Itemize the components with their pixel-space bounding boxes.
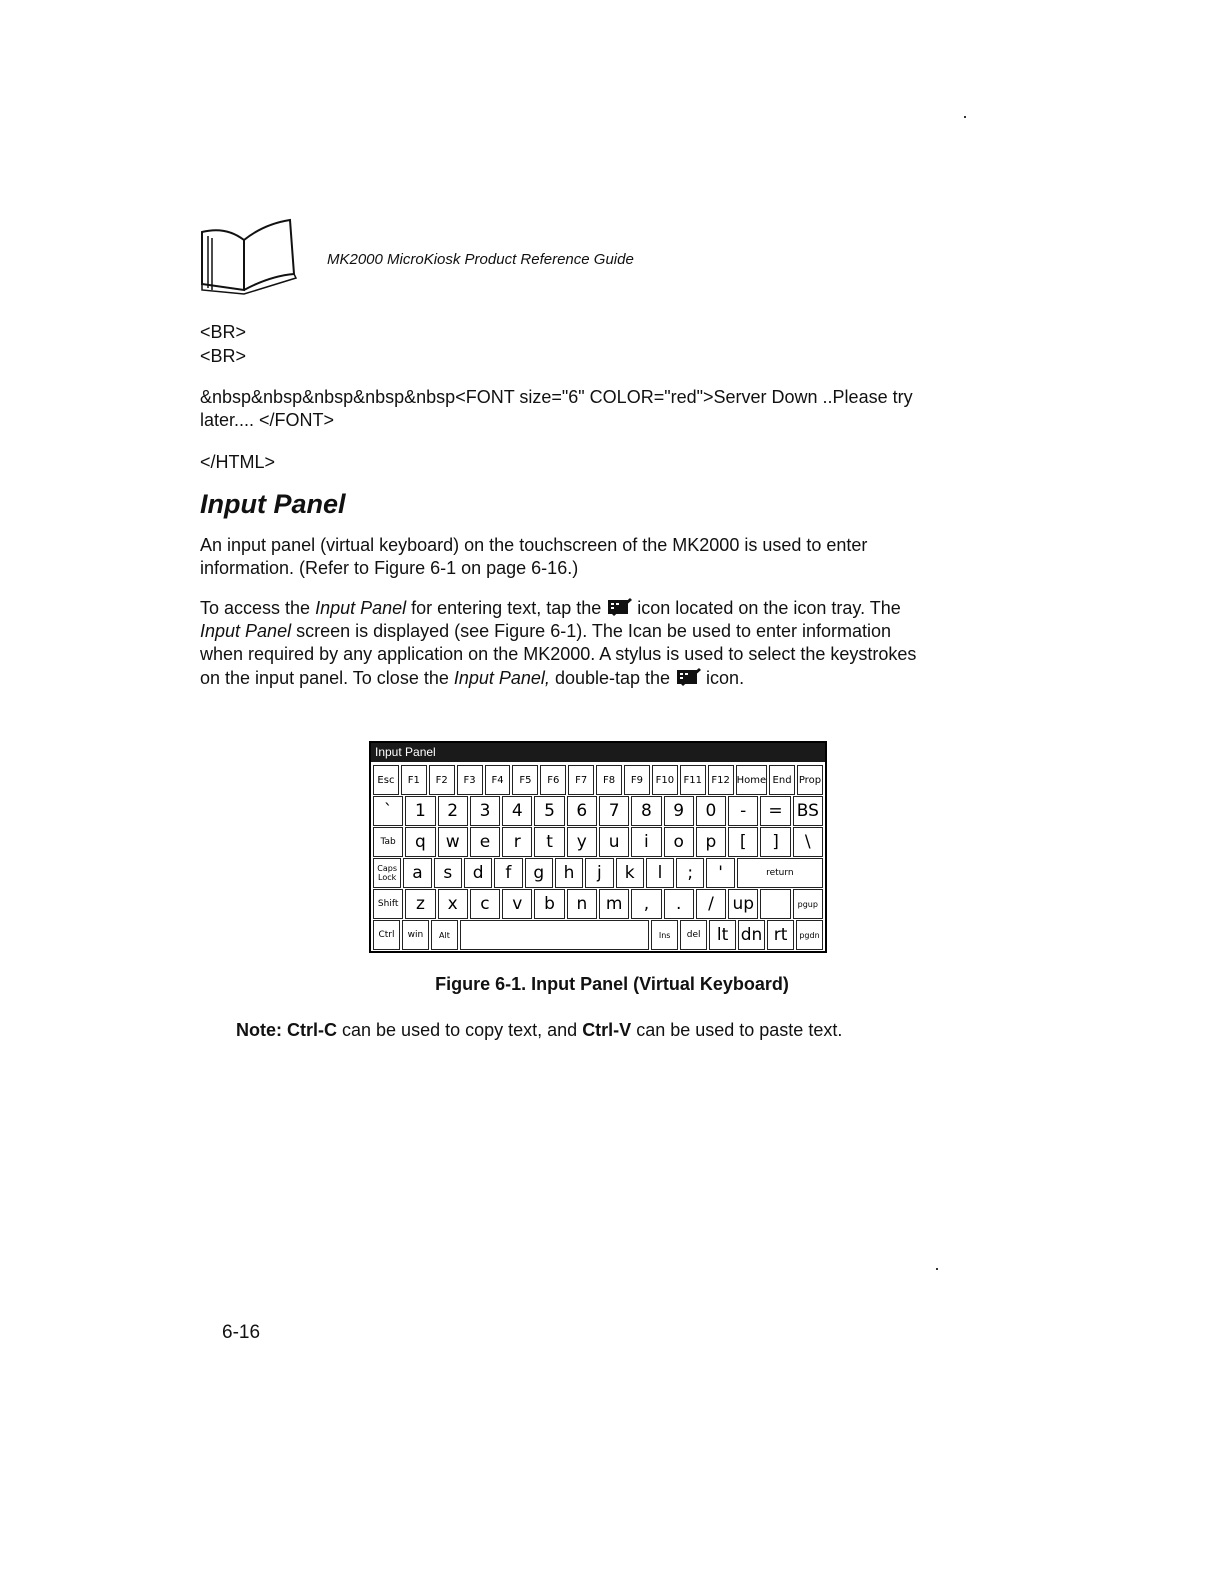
key-quote[interactable]: ' <box>706 858 734 888</box>
key-semicolon[interactable]: ; <box>676 858 704 888</box>
key-f[interactable]: f <box>494 858 522 888</box>
paragraph-line: when required by any application on the MK2000. A stylus is used to select the keystrokes <box>200 644 917 664</box>
key-f8[interactable]: F8 <box>596 765 622 795</box>
page-number: 6-16 <box>222 1322 261 1343</box>
key-end[interactable]: End <box>769 765 795 795</box>
key-alt[interactable]: Alt <box>431 920 458 950</box>
input-panel-icon <box>606 596 632 618</box>
key-b[interactable]: b <box>534 889 564 919</box>
key-t[interactable]: t <box>534 827 564 857</box>
key-p[interactable]: p <box>696 827 726 857</box>
key-backslash[interactable]: \ <box>793 827 823 857</box>
code-line: <BR> <box>200 346 247 366</box>
key-l[interactable]: l <box>646 858 674 888</box>
keyboard-row-bottom <box>373 889 823 919</box>
keyboard-row-top <box>373 827 823 857</box>
book-icon <box>198 218 302 299</box>
paragraph-line: An input panel (virtual keyboard) on the touchscreen of the MK2000 is used to enter <box>200 535 868 555</box>
key-backtick[interactable]: ` <box>373 796 403 826</box>
key-f2[interactable]: F2 <box>429 765 455 795</box>
key-y[interactable]: y <box>567 827 597 857</box>
keyboard-titlebar: Input Panel <box>371 743 825 762</box>
key-f1[interactable]: F1 <box>401 765 427 795</box>
key-space[interactable] <box>460 920 649 950</box>
key-pgdn[interactable]: pgdn <box>796 920 823 950</box>
paragraph-line: Input Panel screen is displayed (see Figure 6-1). The Ican be used to enter information <box>200 621 892 641</box>
note: Note: Ctrl-C can be used to copy text, and Ctrl-V can be used to paste text. <box>236 1020 843 1040</box>
key-f3[interactable]: F3 <box>457 765 483 795</box>
virtual-keyboard <box>369 741 827 953</box>
key-7[interactable]: 7 <box>599 796 629 826</box>
key-period[interactable]: . <box>664 889 694 919</box>
key-left-bracket[interactable]: [ <box>728 827 758 857</box>
key-1[interactable]: 1 <box>405 796 435 826</box>
key-ins[interactable]: Ins <box>651 920 678 950</box>
paragraph-line: To access the Input Panel for entering text, tap the icon located on the icon tray. The <box>200 598 901 618</box>
keyboard-keys <box>373 765 823 949</box>
key-v[interactable]: v <box>502 889 532 919</box>
header-title: MK2000 MicroKiosk Product Reference Guide <box>327 251 634 268</box>
key-o[interactable]: o <box>664 827 694 857</box>
keyboard-row-home <box>373 858 823 888</box>
speck <box>964 116 966 118</box>
key-9[interactable]: 9 <box>664 796 694 826</box>
key-blank[interactable] <box>760 889 790 919</box>
key-shift[interactable]: Shift <box>373 889 403 919</box>
key-equals[interactable]: = <box>760 796 790 826</box>
keyboard-row-modifiers <box>373 920 823 950</box>
section-heading: Input Panel <box>200 489 346 519</box>
key-k[interactable]: k <box>616 858 644 888</box>
key-e[interactable]: e <box>470 827 500 857</box>
keyboard-row-function <box>373 765 823 795</box>
figure-caption: Figure 6-1. Input Panel (Virtual Keyboard) <box>435 974 789 994</box>
key-4[interactable]: 4 <box>502 796 532 826</box>
key-esc[interactable]: Esc <box>373 765 399 795</box>
key-left[interactable]: lt <box>709 920 736 950</box>
key-j[interactable]: j <box>585 858 613 888</box>
key-del[interactable]: del <box>680 920 707 950</box>
key-h[interactable]: h <box>555 858 583 888</box>
paragraph-line: information. (Refer to Figure 6-1 on page 6-16.) <box>200 558 579 578</box>
key-pgup[interactable]: pgup <box>793 889 823 919</box>
key-g[interactable]: g <box>525 858 553 888</box>
keyboard-row-number <box>373 796 823 826</box>
key-ctrl[interactable]: Ctrl <box>373 920 400 950</box>
key-f6[interactable]: F6 <box>540 765 566 795</box>
key-n[interactable]: n <box>567 889 597 919</box>
key-return[interactable]: return <box>737 858 823 888</box>
key-f4[interactable]: F4 <box>485 765 511 795</box>
key-minus[interactable]: - <box>728 796 758 826</box>
key-6[interactable]: 6 <box>567 796 597 826</box>
key-right-bracket[interactable]: ] <box>760 827 790 857</box>
paragraph <box>200 596 1010 690</box>
key-prop[interactable]: Prop <box>797 765 823 795</box>
speck <box>936 1268 938 1270</box>
key-a[interactable]: a <box>403 858 431 888</box>
key-q[interactable]: q <box>405 827 435 857</box>
key-5[interactable]: 5 <box>534 796 564 826</box>
key-s[interactable]: s <box>434 858 462 888</box>
paragraph-line: on the input panel. To close the Input Panel, double-tap the icon. <box>200 668 745 688</box>
key-win[interactable]: win <box>402 920 429 950</box>
key-r[interactable]: r <box>502 827 532 857</box>
key-tab[interactable]: Tab <box>373 827 403 857</box>
key-backspace[interactable]: BS <box>793 796 823 826</box>
key-d[interactable]: d <box>464 858 492 888</box>
code-line: </HTML> <box>200 452 276 472</box>
key-3[interactable]: 3 <box>470 796 500 826</box>
key-f11[interactable]: F11 <box>680 765 706 795</box>
key-slash[interactable]: / <box>696 889 726 919</box>
key-i[interactable]: i <box>631 827 661 857</box>
paragraph <box>200 534 1000 580</box>
key-m[interactable]: m <box>599 889 629 919</box>
key-f12[interactable]: F12 <box>708 765 734 795</box>
key-down[interactable]: dn <box>738 920 765 950</box>
key-home[interactable]: Home <box>736 765 768 795</box>
key-w[interactable]: w <box>438 827 468 857</box>
key-c[interactable]: c <box>470 889 500 919</box>
key-u[interactable]: u <box>599 827 629 857</box>
code-line: later.... </FONT> <box>200 410 335 430</box>
input-panel-icon <box>675 666 701 688</box>
key-caps-lock[interactable]: Caps Lock <box>373 858 401 888</box>
key-f10[interactable]: F10 <box>652 765 678 795</box>
key-0[interactable]: 0 <box>696 796 726 826</box>
key-f9[interactable]: F9 <box>624 765 650 795</box>
key-right[interactable]: rt <box>767 920 794 950</box>
key-f7[interactable]: F7 <box>568 765 594 795</box>
key-comma[interactable]: , <box>631 889 661 919</box>
key-z[interactable]: z <box>405 889 435 919</box>
key-8[interactable]: 8 <box>631 796 661 826</box>
key-up[interactable]: up <box>728 889 758 919</box>
key-f5[interactable]: F5 <box>512 765 538 795</box>
code-line: &nbsp&nbsp&nbsp&nbsp&nbsp<FONT size="6" COLOR="red">Server Down ..Please try <box>200 387 913 407</box>
code-line: <BR> <box>200 322 247 342</box>
key-x[interactable]: x <box>438 889 468 919</box>
key-2[interactable]: 2 <box>438 796 468 826</box>
